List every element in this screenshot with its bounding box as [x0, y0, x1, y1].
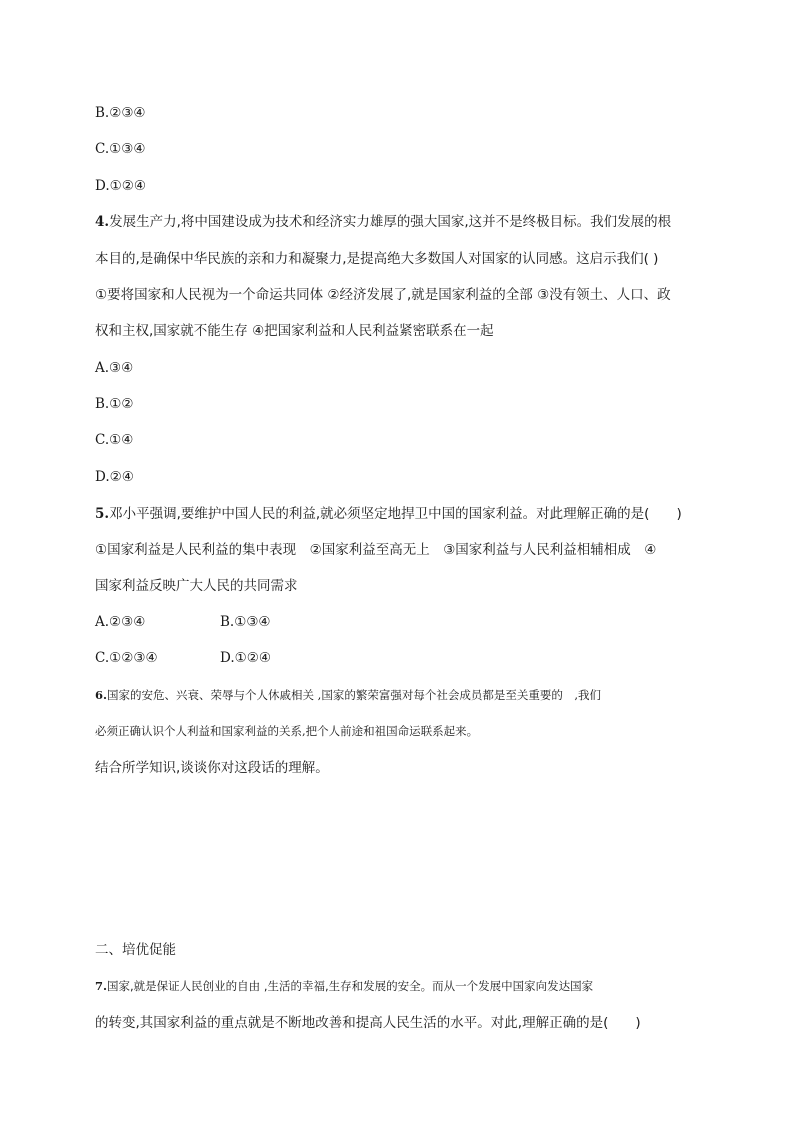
q4-number: 4. — [95, 214, 110, 230]
q6-quote-line2: 必须正确认识个人利益和国家利益的关系,把个人前途和祖国命运联系起来。 — [95, 724, 479, 738]
q4-stem-line1 — [95, 212, 671, 232]
q5-options-row2 — [95, 648, 271, 668]
q5-option-d: D.①②④ — [220, 650, 271, 666]
q5-option-a: A.②③④ — [95, 614, 146, 630]
q5-stem — [95, 504, 682, 524]
q6-quote-text1: 国家的安危、兴衰、荣辱与个人休戚相关 ,国家的繁荣富强对每个社会成员都是至关重要的 ,我们 — [107, 688, 601, 702]
section2-title: 二、培优促能 — [95, 942, 176, 958]
q3-option-c: C.①③④ — [95, 141, 146, 157]
q6-number: 6. — [95, 688, 108, 702]
q4-option-c: C.①④ — [95, 432, 134, 448]
q4-stem-text1: 发展生产力,将中国建设成为技术和经济实力雄厚的强大国家,这并不是终极目标。我们发展的根 — [109, 214, 672, 230]
q7-stem-text1: 国家,就是保证人民创业的自由 ,生活的幸福,生存和发展的安全。而从一个发展中国家向发达国家 — [107, 979, 594, 993]
q4-items-line1: ①要将国家和人民视为一个命运共同体 ②经济发展了,就是国家利益的全部 ③没有领土、人口、政 — [95, 287, 671, 303]
q4-option-d: D.②④ — [95, 469, 134, 485]
q3-option-d: D.①②④ — [95, 178, 146, 194]
q5-stem-text: 邓小平强调,要维护中国人民的利益,就必须坚定地捍卫中国的国家利益。对此理解正确的是( ) — [109, 506, 682, 522]
q5-option-c: C.①②③④ — [95, 650, 158, 666]
q7-number: 7. — [95, 979, 108, 993]
q7-stem-line2: 的转变,其国家利益的重点就是不断地改善和提高人民生活的水平。对此,理解正确的是( ) — [95, 1015, 641, 1031]
q4-option-b: B.①② — [95, 396, 134, 412]
q4-items-line2: 权和主权,国家就不能生存 ④把国家利益和人民利益紧密联系在一起 — [95, 323, 494, 339]
q5-option-b: B.①③④ — [220, 614, 271, 630]
q5-options-row1 — [95, 612, 271, 632]
q7-stem-line1 — [95, 976, 593, 996]
q6-prompt: 结合所学知识,谈谈你对这段话的理解。 — [95, 760, 329, 776]
q3-option-b: B.②③④ — [95, 105, 146, 121]
q6-quote-line1 — [95, 685, 601, 705]
q5-items-line2: 国家利益反映广大人民的共同需求 — [95, 578, 298, 594]
q4-stem-line2: 本目的,是确保中华民族的亲和力和凝聚力,是提高绝大多数国人对国家的认同感。这启示我们( ) — [95, 251, 659, 267]
q5-items-line1: ①国家利益是人民利益的集中表现 ②国家利益至高无上 ③国家利益与人民利益相辅相成 ④ — [95, 542, 657, 558]
q4-option-a: A.③④ — [95, 360, 134, 376]
q5-number: 5. — [95, 506, 110, 522]
